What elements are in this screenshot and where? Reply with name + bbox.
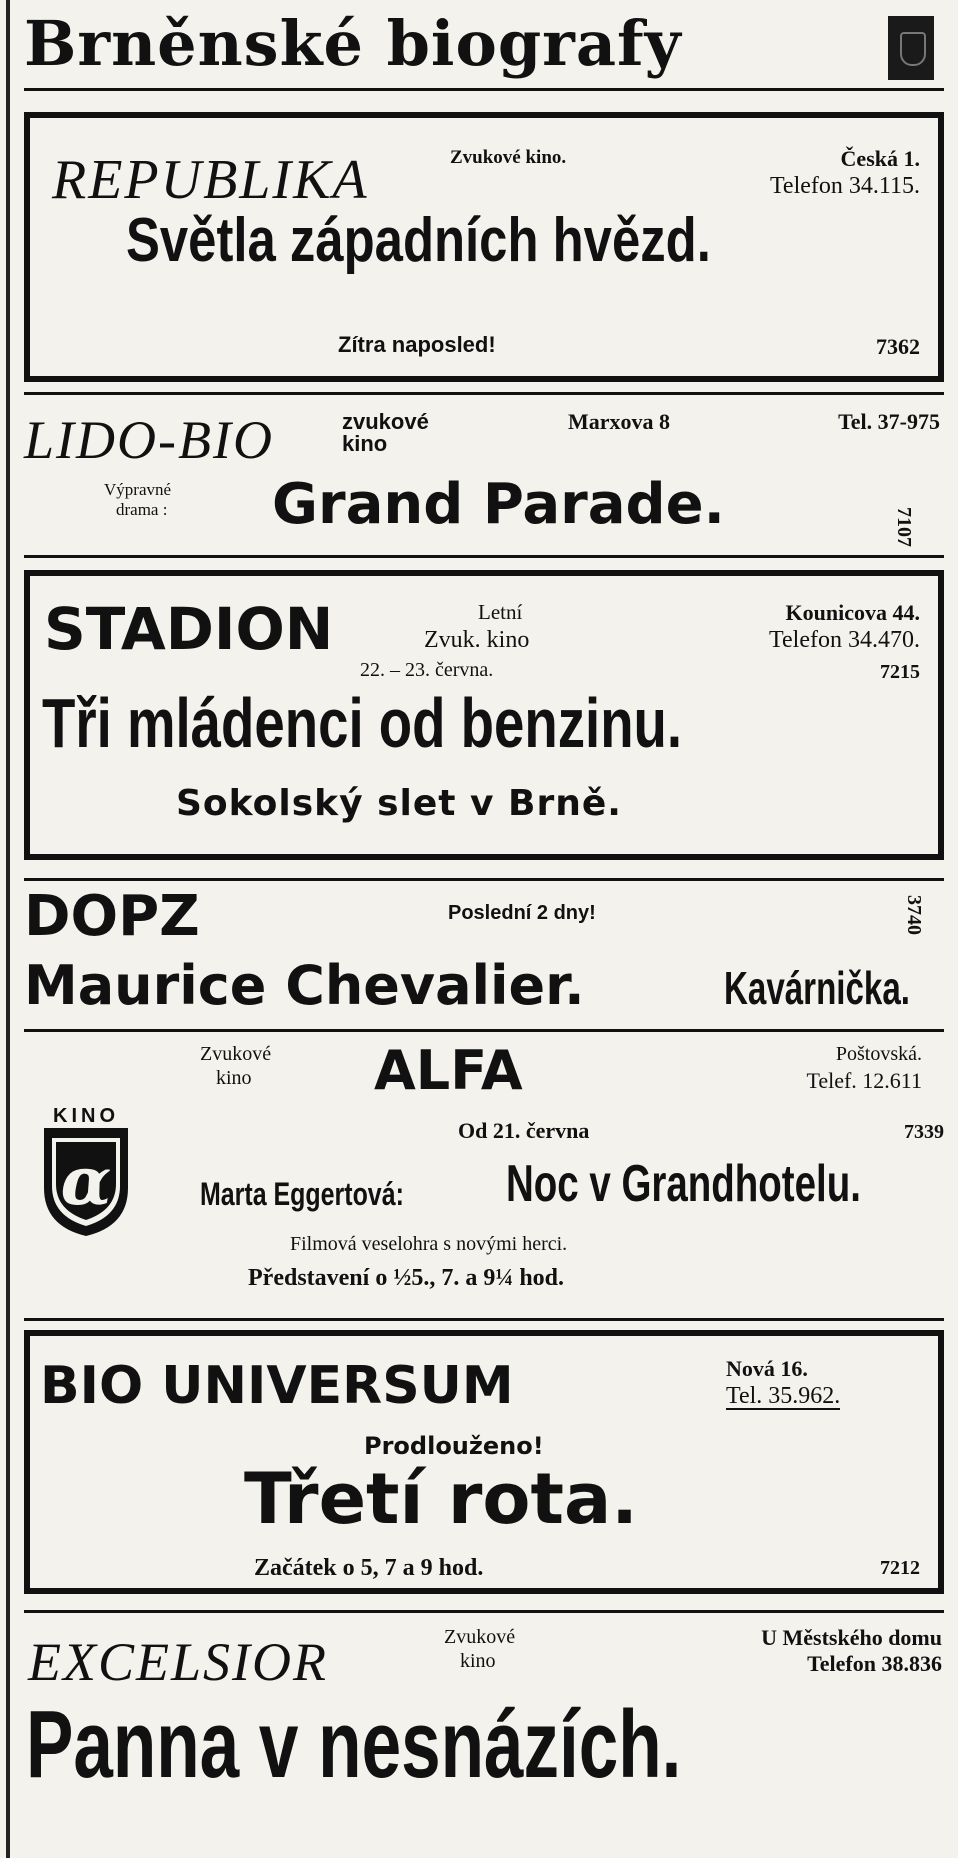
cinema-name: STADION [44,595,334,663]
ad-alfa [24,1028,944,1321]
cinema-address: Poštovská. [835,1043,922,1065]
logo-letter: α [60,1142,112,1220]
ad-lido-bio [24,392,944,558]
ad-code: 7215 [880,661,920,683]
page-header [24,6,944,91]
kino-alfa-logo-icon [38,1098,134,1238]
page-title: Brněnské biografy [24,7,682,80]
cinema-type: Zvukové [200,1043,272,1065]
cinema-name: REPUBLIKA [52,149,369,211]
cinema-name: LIDO-BIO [24,410,274,470]
cinema-type: zvukové [342,409,429,434]
ad-dopz [24,878,944,1032]
film-title: Panna v nesnázích. [26,1691,682,1798]
cinema-phone: Telefon 34.470. [769,627,920,653]
film-description: Filmová veselohra s novými herci. [290,1233,568,1255]
film-title: Třetí rota. [244,1458,638,1540]
cinema-phone: Tel. 37-975 [838,409,940,434]
genre: Výpravné [104,480,172,499]
genre-2: drama : [116,500,168,519]
film-title: Tři mládenci od benzinu. [42,684,683,762]
film-title-2: Kavárnička. [724,962,910,1014]
ad-stadion [24,570,944,860]
film-title: Grand Parade. [272,472,725,537]
cinema-phone: Tel. 35.962. [726,1383,841,1409]
cinema-type-2: Zvuk. kino [424,627,530,653]
ad-republika [24,112,944,382]
column-rule [6,0,10,1858]
ad-bio-universum [24,1330,944,1594]
cinema-phone: Telef. 12.611 [806,1068,922,1093]
city-emblem-icon [888,16,934,80]
cinema-type-2: kino [342,431,388,456]
film-title: Maurice Chevalier. [24,954,585,1017]
cinema-name: ALFA [374,1039,523,1102]
ad-code: 7107 [893,507,915,547]
logo-text: KINO [53,1105,119,1127]
screening-dates: Od 21. června [458,1118,590,1143]
cinema-type: Letní [478,600,523,624]
cinema-phone: Telefon 38.836 [807,1651,942,1676]
cinema-type: Zvukové kino. [450,147,567,168]
cinema-name: BIO UNIVERSUM [40,1356,514,1416]
ad-excelsior [24,1610,944,1853]
ad-code: 7362 [876,334,920,359]
film-subtitle: Sokolský slet v Brně. [176,783,622,824]
screening-dates: 22. – 23. června. [360,659,494,681]
cinema-type-2: kino [460,1650,496,1672]
ad-code: 7212 [880,1557,920,1579]
cinema-address: Kounicova 44. [785,600,920,625]
cinema-name: DOPZ [24,884,200,949]
cinema-type: Zvukové [444,1626,516,1648]
note: Zítra naposled! [338,332,496,357]
show-times: Začátek o 5, 7 a 9 hod. [254,1555,484,1581]
cinema-address: Marxova 8 [568,409,671,434]
cinema-address: Nová 16. [726,1356,808,1381]
ad-code: 7339 [904,1121,944,1143]
cinema-phone: Telefon 34.115. [769,173,920,199]
film-title: Světla západních hvězd. [126,206,711,275]
cinema-address: Česká 1. [840,146,920,171]
actor-name: Marta Eggertová: [200,1176,404,1212]
ad-code: 3740 [903,895,925,935]
cinema-type-2: kino [216,1067,252,1089]
show-times: Představení o ½5., 7. a 9¼ hod. [248,1265,565,1291]
cinema-address: U Městského domu [761,1625,942,1650]
note: Prodlouženo! [364,1432,544,1460]
film-title: Noc v Grandhotelu. [506,1155,861,1213]
note: Poslední 2 dny! [448,902,596,924]
cinema-name: EXCELSIOR [28,1632,328,1692]
